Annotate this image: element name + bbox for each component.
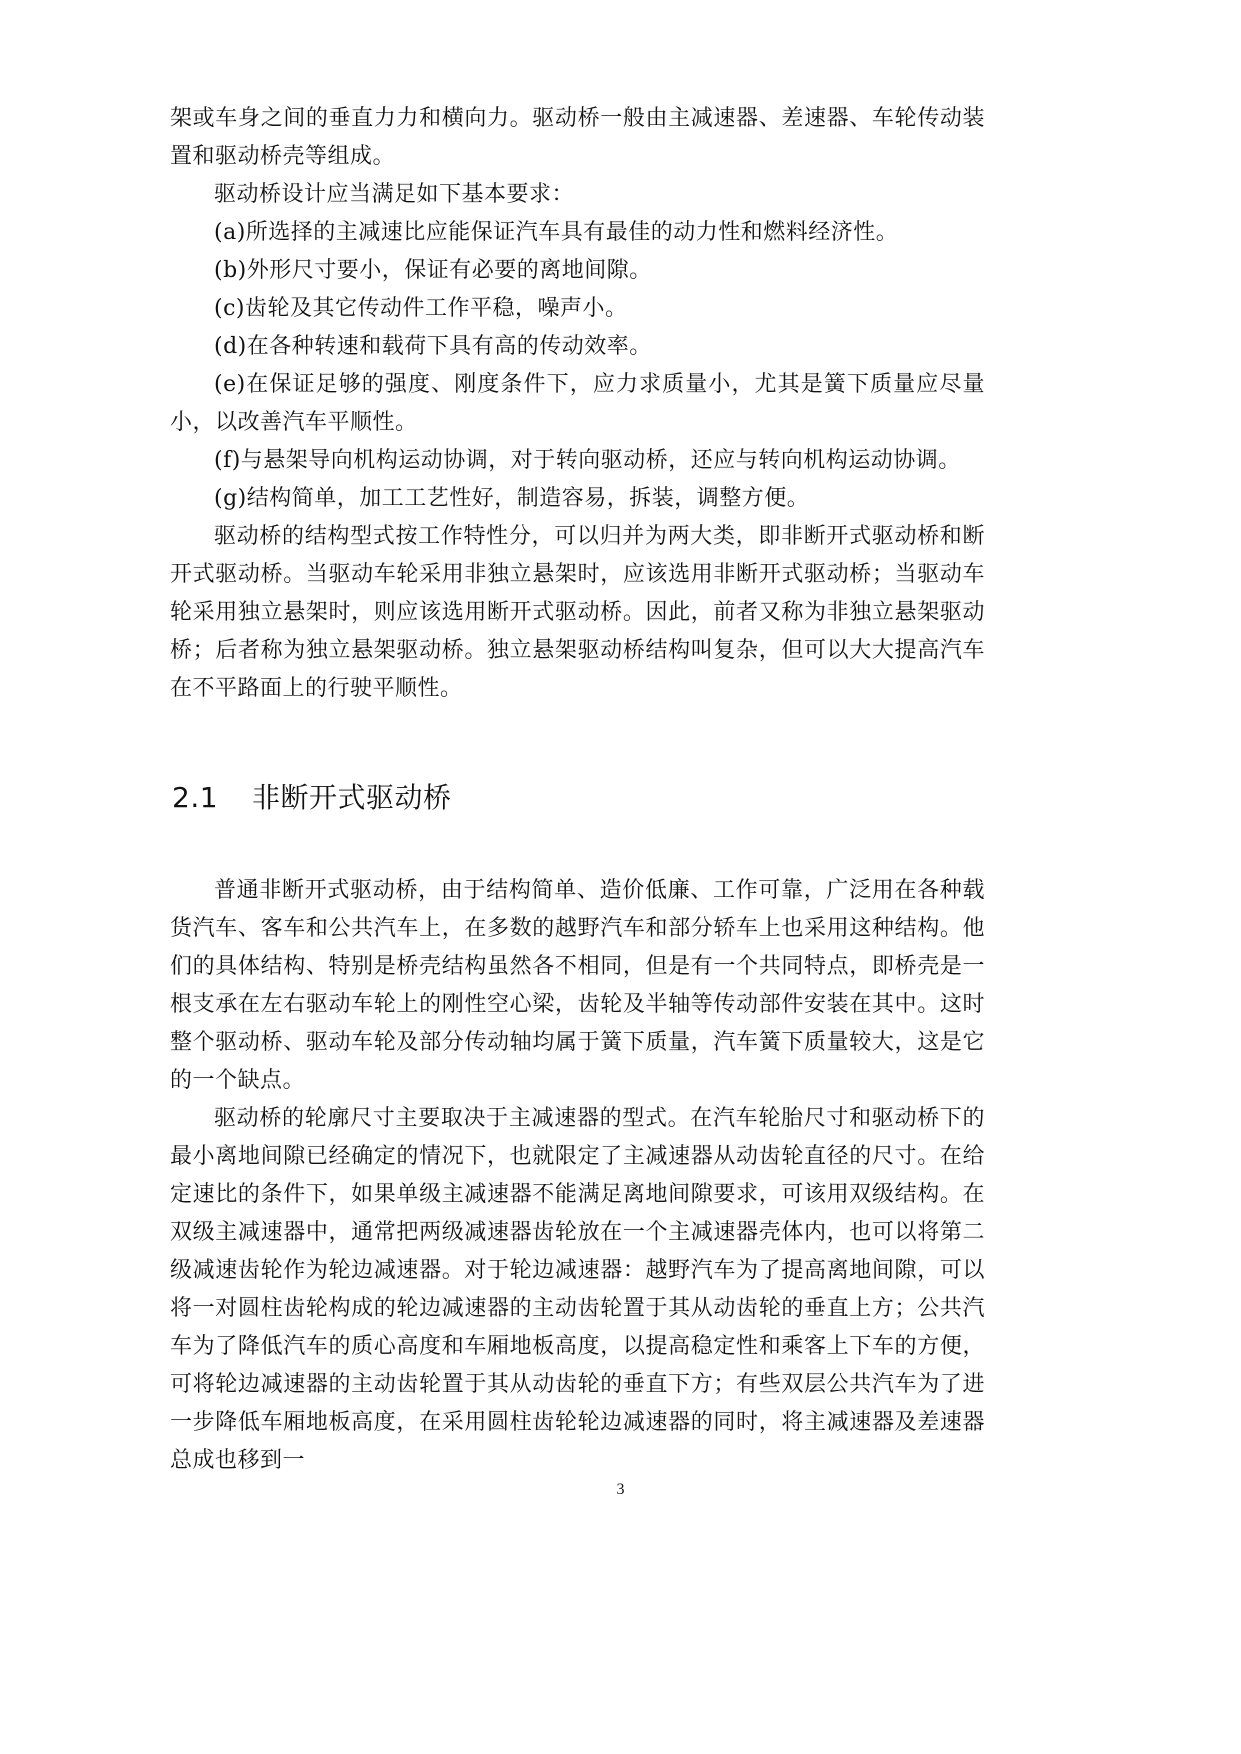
requirements-lead: 驱动桥设计应当满足如下基本要求： — [214, 182, 575, 207]
section-heading — [172, 778, 452, 818]
requirement-item-d: (d)在各种转速和载荷下具有高的传动效率。 — [214, 334, 652, 359]
section-paragraph-1: 普通非断开式驱动桥，由于结构简单、造价低廉、工作可靠，广泛用在各种载货汽车、客车和公共汽车上，在多数的越野汽车和部分轿车上也采用这种结构。他们的具体结构、特别是桥壳结构虽然各不相同，但是有一个共同特点，即桥壳是一根支承在左右驱动车轮上的刚性空心梁，齿轮及半轴等传动部件安装在其中。这时整个驱动桥、驱动车轮及部分传动轴均属于簧下质量，汽车簧下质量较大，这是它的一个缺点。 — [170, 878, 985, 1093]
page-number: 3 — [616, 1481, 625, 1498]
continuation-paragraph: 架或车身之间的垂直力力和横向力。驱动桥一般由主减速器、差速器、车轮传动装置和驱动桥壳等组成。 — [170, 106, 985, 169]
requirement-item-c: (c)齿轮及其它传动件工作平稳，噪声小。 — [214, 296, 628, 321]
requirement-item-e: (e)在保证足够的强度、刚度条件下，应力求质量小，尤其是簧下质量应尽量小，以改善汽车平顺性。 — [170, 372, 985, 435]
requirement-item-f: (f)与悬架导向机构运动协调，对于转向驱动桥，还应与转向机构运动协调。 — [214, 448, 961, 473]
section-paragraph-2: 驱动桥的轮廓尺寸主要取决于主减速器的型式。在汽车轮胎尺寸和驱动桥下的最小离地间隙已经确定的情况下，也就限定了主减速器从动齿轮直径的尺寸。在给定速比的条件下，如果单级主减速器不能满足离地间隙要求，可该用双级结构。在双级主减速器中，通常把两级减速器齿轮放在一个主减速器壳体内，也可以将第二级减速齿轮作为轮边减速器。对于轮边减速器：越野汽车为了提高离地间隙，可以将一对圆柱齿轮构成的轮边减速器的主动齿轮置于其从动齿轮的垂直上方；公共汽车为了降低汽车的质心高度和车厢地板高度，以提高稳定性和乘客上下车的方便，可将轮边减速器的主动齿轮置于其从动齿轮的垂直下方；有些双层公共汽车为了进一步降低车厢地板高度，在采用圆柱齿轮轮边减速器的同时，将主减速器及差速器总成也移到一 — [170, 1106, 985, 1473]
types-paragraph: 驱动桥的结构型式按工作特性分，可以归并为两大类，即非断开式驱动桥和断开式驱动桥。当驱动车轮采用非独立悬架时，应该选用非断开式驱动桥；当驱动车轮采用独立悬架时，则应该选用断开式驱动桥。因此，前者又称为非独立悬架驱动桥；后者称为独立悬架驱动桥。独立悬架驱动桥结构叫复杂，但可以大大提高汽车在不平路面上的行驶平顺性。 — [170, 524, 985, 701]
intro-text-block — [170, 100, 985, 708]
section-title: 非断开式驱动桥 — [252, 781, 452, 814]
requirement-item-a: (a)所选择的主减速比应能保证汽车具有最佳的动力性和燃料经济性。 — [214, 220, 899, 245]
requirement-item-b: (b)外形尺寸要小，保证有必要的离地间隙。 — [214, 258, 652, 283]
requirement-item-g: (g)结构简单，加工工艺性好，制造容易，拆装，调整方便。 — [214, 486, 810, 511]
section-number: 2.1 — [172, 781, 219, 814]
section-text-block — [170, 872, 985, 1480]
